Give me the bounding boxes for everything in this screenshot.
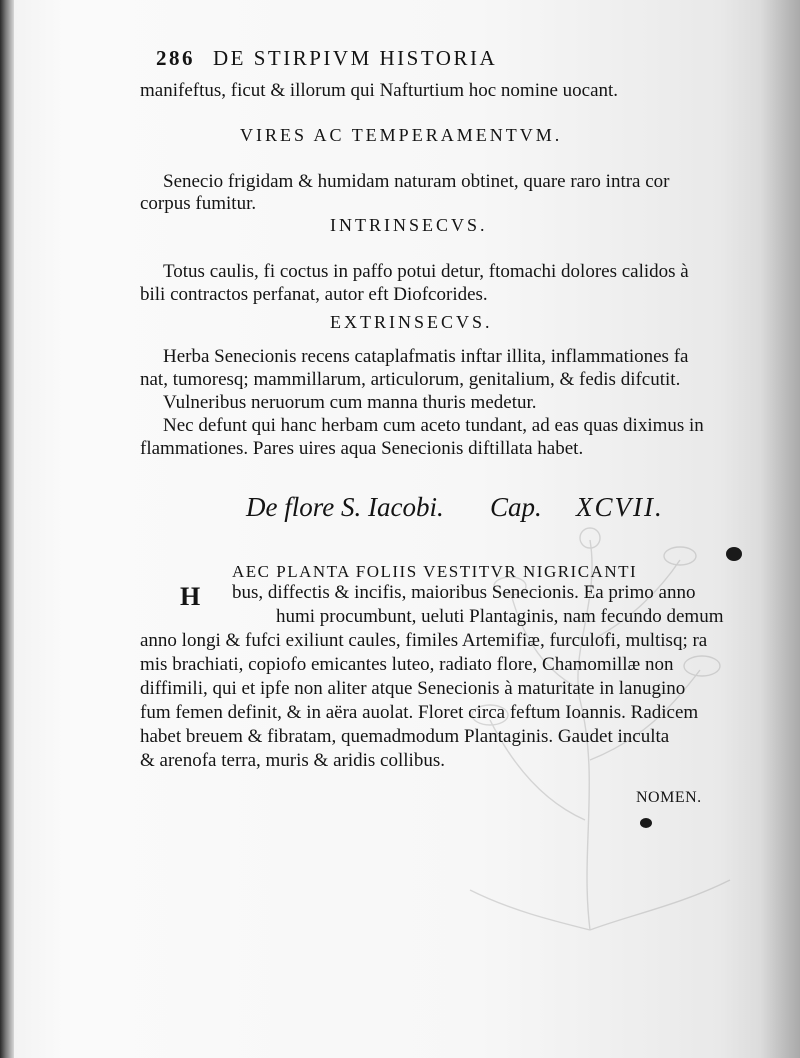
running-header <box>156 46 497 71</box>
chapter-cap-label: Cap. <box>490 492 542 522</box>
page-edge-shadow <box>760 0 800 1058</box>
text-line: bili contractos perfanat, autor eft Diofcorides. <box>140 284 488 305</box>
text-line: Nec defunt qui hanc herbam cum aceto tundant, ad eas quas diximus in <box>163 415 704 436</box>
catchword: NOMEN. <box>636 789 702 806</box>
text-line: fum femen definit, & in aëra auolat. Floret circa feftum Ioannis. Radicem <box>140 702 699 723</box>
text-line: Vulneribus neruorum cum manna thuris medetur. <box>163 392 537 413</box>
text-line: corpus fumitur. <box>140 193 257 214</box>
text-line: Totus caulis, fi coctus in paffo potui detur, ftomachi dolores calidos à <box>163 261 689 282</box>
text-line: Herba Senecionis recens cataplafmatis inftar illita, inflammationes fa <box>163 346 689 367</box>
section-heading-vires: VIRES AC TEMPERAMENTVM. <box>240 125 563 145</box>
page-gutter-shadow <box>0 0 14 1058</box>
text-line: & arenofa terra, muris & aridis collibus. <box>140 750 445 771</box>
text-line: humi procumbunt, ueluti Plantaginis, nam fecundo demum <box>276 606 724 627</box>
opening-line: manifeftus, ficut & illorum qui Nafturtium hoc nomine uocant. <box>140 80 619 101</box>
chapter-first-line: AEC PLANTA FOLIIS VESTITVR NIGRICANTI <box>232 562 638 581</box>
chapter-number: XCVII. <box>576 492 664 522</box>
text-line: bus, diffectis & incifis, maioribus Senecionis. Ea primo anno <box>232 582 696 603</box>
section-heading-extrinsecus: EXTRINSECVS. <box>330 312 493 332</box>
ink-stain <box>640 818 652 828</box>
text-line: habet breuem & fibratam, quemadmodum Plantaginis. Gaudet inculta <box>140 726 670 747</box>
drop-cap: H <box>180 582 201 611</box>
running-title: DE STIRPIVM HISTORIA <box>213 46 498 70</box>
section-heading-intrinsecus: INTRINSECVS. <box>330 215 488 235</box>
text-line: diffimili, qui et ipfe non aliter atque Senecionis à maturitate in lanugino <box>140 678 686 699</box>
text-line: flammationes. Pares uires aqua Senecionis diftillata habet. <box>140 438 584 459</box>
text-line: anno longi & fufci exiliunt caules, fimiles Artemifiæ, furculofi, multisq; ra <box>140 630 708 651</box>
page-number: 286 <box>156 46 195 70</box>
ink-stain <box>726 547 742 561</box>
text-line: Senecio frigidam & humidam naturam obtinet, quare raro intra cor <box>163 171 670 192</box>
text-line: nat, tumoresq; mammillarum, articulorum, genitalium, & fedis difcutit. <box>140 369 681 390</box>
text-line: mis brachiati, copiofo emicantes luteo, radiato flore, Chamomillæ non <box>140 654 674 675</box>
chapter-title: De flore S. Iacobi. <box>246 492 444 522</box>
